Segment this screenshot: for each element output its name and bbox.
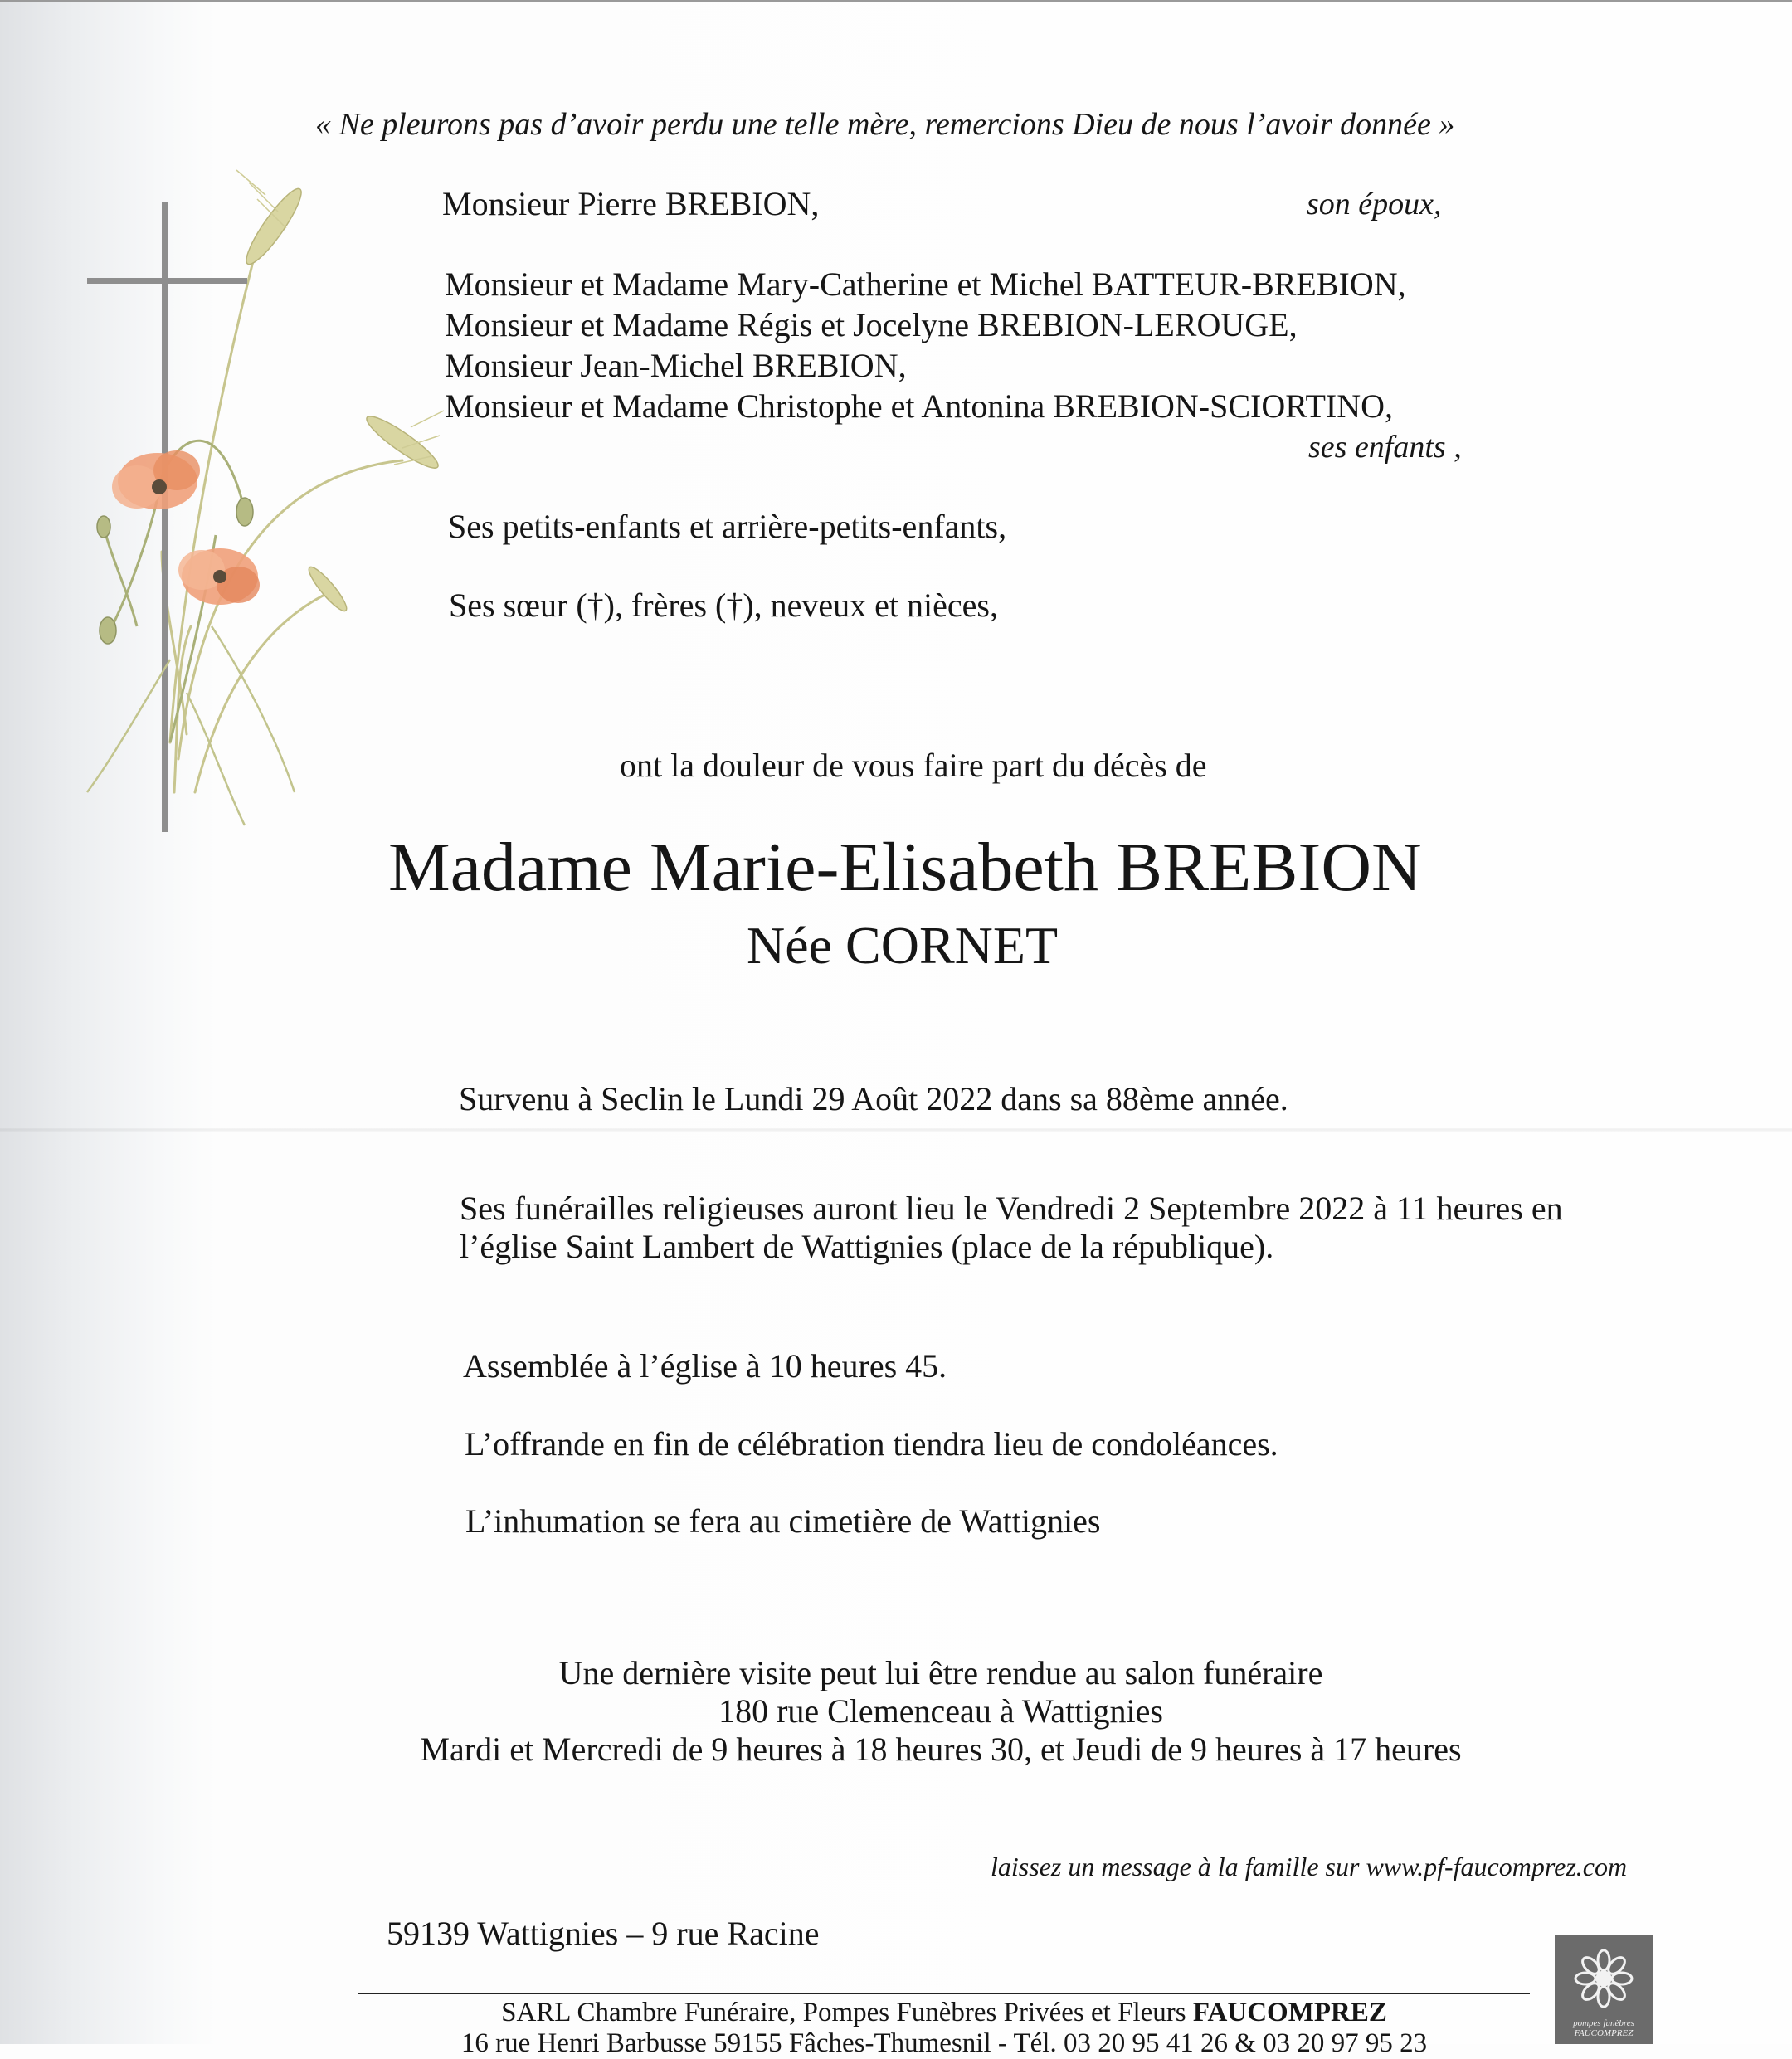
- wheat-icon: [162, 261, 402, 792]
- assembly-line: Assemblée à l’église à 10 heures 45.: [463, 1347, 947, 1385]
- cross-and-poppies-illustration: [79, 162, 452, 850]
- spouse-role: son époux,: [1307, 187, 1442, 221]
- child-line: Monsieur et Madame Mary-Catherine et Michel BATTEUR-BREBION,: [445, 265, 1406, 303]
- children-list: [445, 264, 1406, 426]
- logo-text-line: pompes funèbres: [1573, 2018, 1634, 2028]
- opening-quote: « Ne pleurons pas d’avoir perdu une telle mère, remercions Dieu de nous l’avoir donnée »: [315, 107, 1455, 142]
- footer-divider: [358, 1993, 1530, 1994]
- visit-details: [402, 1654, 1480, 1769]
- deceased-name: Madame Marie-Elisabeth BREBION: [388, 829, 1422, 906]
- scan-top-edge: [0, 0, 1792, 2]
- website-message: laissez un message à la famille sur www.pf-faucomprez.com: [991, 1852, 1628, 1881]
- child-line: Monsieur et Madame Christophe et Antonina BREBION-SCIORTINO,: [445, 387, 1394, 425]
- grandchildren-line: Ses petits-enfants et arrière-petits-enfants,: [448, 508, 1007, 545]
- flower-emblem-icon: [1555, 1935, 1653, 2018]
- poppy-icon: [178, 548, 260, 605]
- siblings-line: Ses sœur (†), frères (†), neveux et nièces,: [449, 587, 998, 624]
- footer-company-line: [358, 1997, 1530, 2028]
- child-line: Monsieur et Madame Régis et Jocelyne BREBION-LEROUGE,: [445, 306, 1298, 343]
- funeral-line: l’église Saint Lambert de Wattignies (place de la république).: [460, 1228, 1274, 1265]
- children-role: ses enfants ,: [1308, 430, 1462, 465]
- family-address: 59139 Wattignies – 9 rue Racine: [387, 1915, 820, 1952]
- death-notice: Survenu à Seclin le Lundi 29 Août 2022 dans sa 88ème année.: [459, 1080, 1288, 1117]
- footer-prefix: SARL Chambre Funéraire, Pompes Funèbres Privées et Fleurs: [501, 1998, 1193, 2027]
- spouse-name: Monsieur Pierre BREBION,: [442, 185, 820, 222]
- deceased-maiden-name: Née CORNET: [747, 916, 1059, 975]
- funeral-line: Ses funérailles religieuses auront lieu le Vendredi 2 Septembre 2022 à 11 heures en: [460, 1190, 1563, 1227]
- offering-line: L’offrande en fin de célébration tiendra lieu de condoléances.: [465, 1425, 1278, 1463]
- cross-icon: [87, 202, 247, 832]
- funeral-home-logo: [1555, 1935, 1653, 2044]
- footer-company-name: FAUCOMPREZ: [1192, 1998, 1387, 2027]
- poppy-icon: [112, 450, 200, 509]
- visit-line: Mardi et Mercredi de 9 heures à 18 heures 30, et Jeudi de 9 heures à 17 heures: [420, 1730, 1462, 1768]
- paper-fold: [0, 1128, 1792, 1132]
- child-line: Monsieur Jean-Michel BREBION,: [445, 347, 907, 384]
- visit-line: 180 rue Clemenceau à Wattignies: [718, 1692, 1163, 1730]
- announcement-line: ont la douleur de vous faire part du décès de: [620, 747, 1207, 784]
- logo-text: [1555, 2018, 1653, 2038]
- funeral-details: [460, 1190, 1563, 1266]
- burial-line: L’inhumation se fera au cimetière de Wattignies: [465, 1502, 1101, 1540]
- logo-text-line: FAUCOMPREZ: [1574, 2028, 1634, 2038]
- visit-line: Une dernière visite peut lui être rendue au salon funéraire: [558, 1654, 1323, 1691]
- footer-address-line: 16 rue Henri Barbusse 59155 Fâches-Thumesnil - Tél. 03 20 95 41 26 & 03 20 97 95 23: [460, 2028, 1428, 2058]
